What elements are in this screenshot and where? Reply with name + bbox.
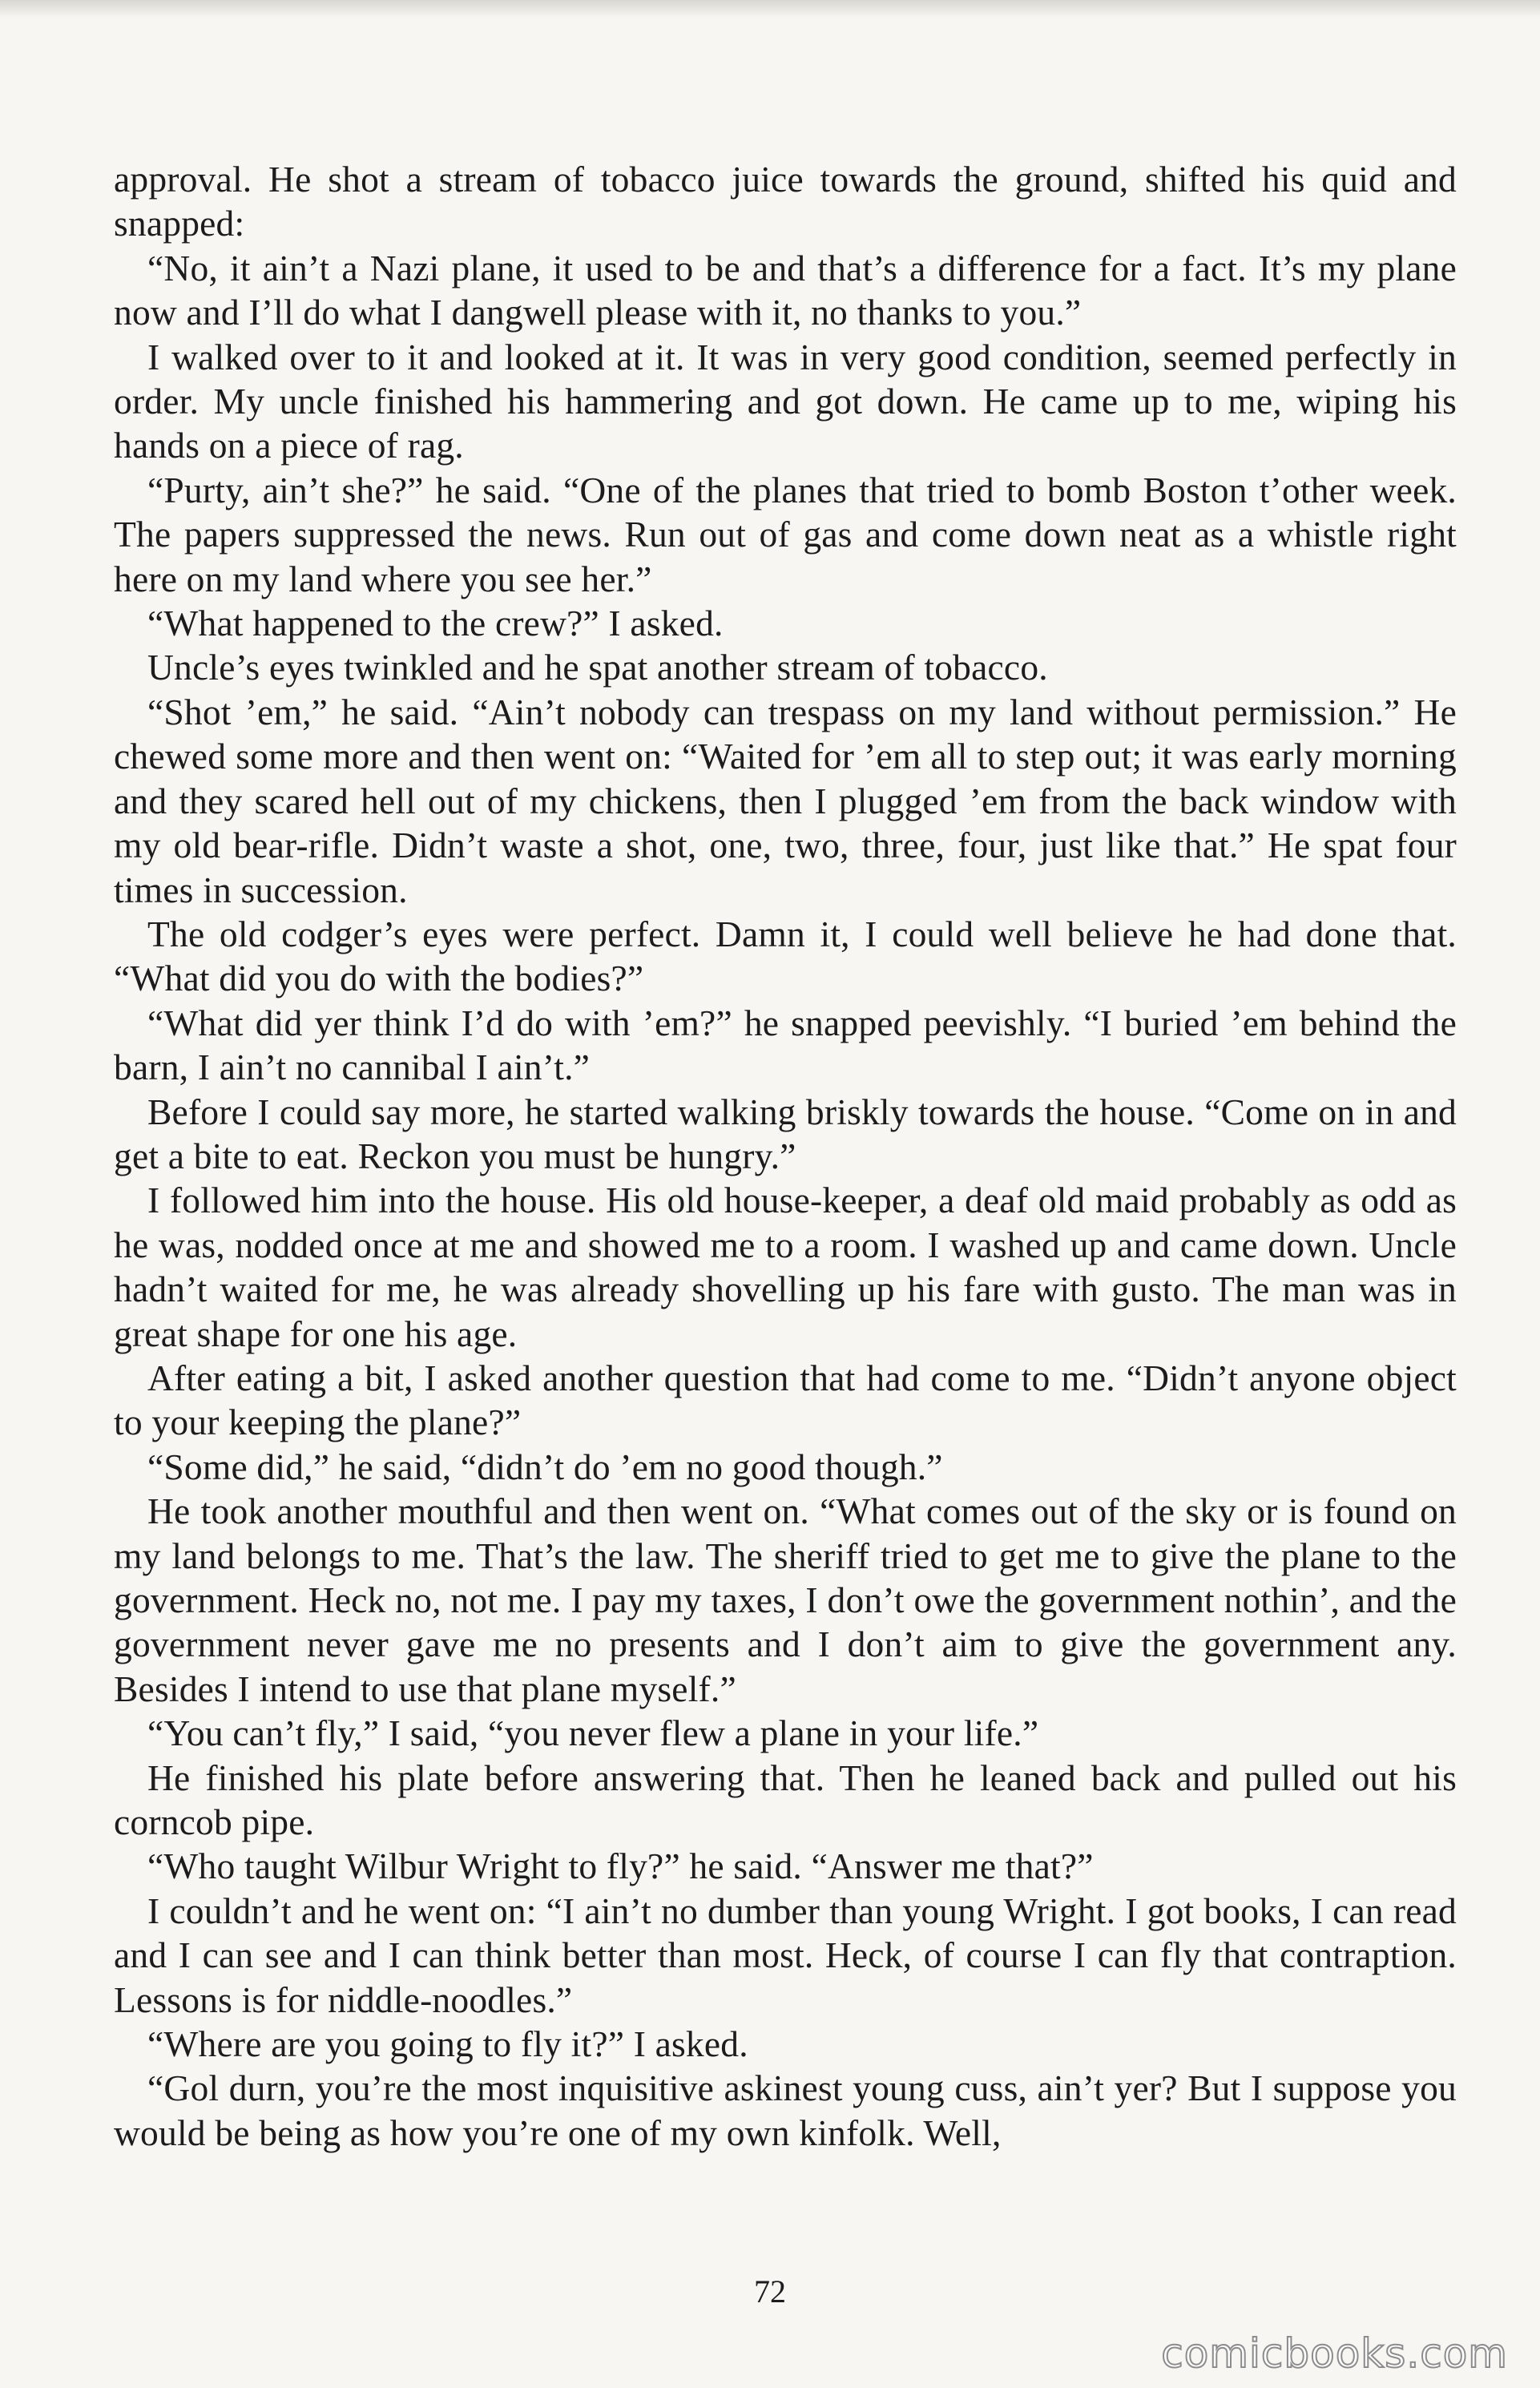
page-body-text [114, 157, 1457, 2155]
paragraph: The old codger’s eyes were perfect. Damn it, I could well believe he had done that. “What did you do with the bodies?” [114, 913, 1457, 999]
paragraph: “Some did,” he said, “didn’t do ’em no good though.” [147, 1446, 943, 1487]
paragraph: “You can’t fly,” I said, “you never flew a plane in your life.” [147, 1712, 1039, 1754]
paragraph: He finished his plate before answering that. Then he leaned back and pulled out his corncob pipe. [114, 1757, 1457, 1843]
paragraph: I couldn’t and he went on: “I ain’t no dumber than young Wright. I got books, I can read and I can see and I can think better than most. Heck, of course I can fly that contraption. Lessons is for niddle-noodles.” [114, 1890, 1457, 2020]
paragraph: “Shot ’em,” he said. “Ain’t nobody can trespass on my land without permission.” He chewed some more and then went on: “Waited for ’em all to step out; it was early morning and they scared hell out of my chickens, then I plugged ’em from the back window with my old bear-rifle. Didn’t waste a shot, one, two, three, four, just like that.” He spat four times in succession. [114, 691, 1457, 910]
site-watermark: comicbooks.com [1161, 2330, 1508, 2377]
paragraph: “What happened to the crew?” I asked. [147, 603, 724, 644]
paragraph: I followed him into the house. His old house-keeper, a deaf old maid probably as odd as he was, nodded once at me and showed me to a room. I washed up and came down. Uncle hadn’t waited for me, he was already shovelling up his fare with gusto. The man was in great shape for one his age. [114, 1180, 1457, 1354]
paragraph: He took another mouthful and then went on. “What comes out of the sky or is found on my land belongs to me. That’s the law. The sheriff tried to get me to give the plane to the government. Heck no, not me. I pay my taxes, I don’t owe the government nothin’, and the government never gave me no presents and I don’t aim to give the government any. Besides I intend to use that plane myself.” [114, 1490, 1457, 1709]
paragraph: I walked over to it and looked at it. It was in very good condition, seemed perfectly in order. My uncle finished his hammering and got down. He came up to me, wiping his hands on a piece of rag. [114, 336, 1457, 466]
paragraph: “What did yer think I’d do with ’em?” he snapped peevishly. “I buried ’em behind the barn, I ain’t no cannibal I ain’t.” [114, 1002, 1457, 1088]
paragraph: approval. He shot a stream of tobacco juice towards the ground, shifted his quid and snapped: [114, 159, 1457, 244]
page-top-edge [0, 0, 1540, 18]
paragraph: “Where are you going to fly it?” I asked. [147, 2023, 748, 2065]
paragraph: “No, it ain’t a Nazi plane, it used to be and that’s a difference for a fact. It’s my plane now and I’ll do what I dangwell please with it, no thanks to you.” [114, 247, 1457, 333]
page-number: 72 [754, 2273, 786, 2309]
paragraph: “Who taught Wilbur Wright to fly?” he said. “Answer me that?” [147, 1845, 1094, 1887]
paragraph: “Gol durn, you’re the most inquisitive askinest young cuss, ain’t yer? But I suppose you would be being as how you’re one of my own kinfolk. Well, [114, 2067, 1457, 2153]
paragraph: Uncle’s eyes twinkled and he spat another stream of tobacco. [147, 647, 1048, 688]
paragraph: After eating a bit, I asked another question that had come to me. “Didn’t anyone object to your keeping the plane?” [114, 1357, 1457, 1443]
paragraph: Before I could say more, he started walking briskly towards the house. “Come on in and get a bite to eat. Reckon you must be hungry.” [114, 1091, 1457, 1176]
paragraph: “Purty, ain’t she?” he said. “One of the planes that tried to bomb Boston t’other week. The papers suppressed the news. Run out of gas and come down neat as a whistle right here on my land where you see her.” [114, 469, 1457, 599]
